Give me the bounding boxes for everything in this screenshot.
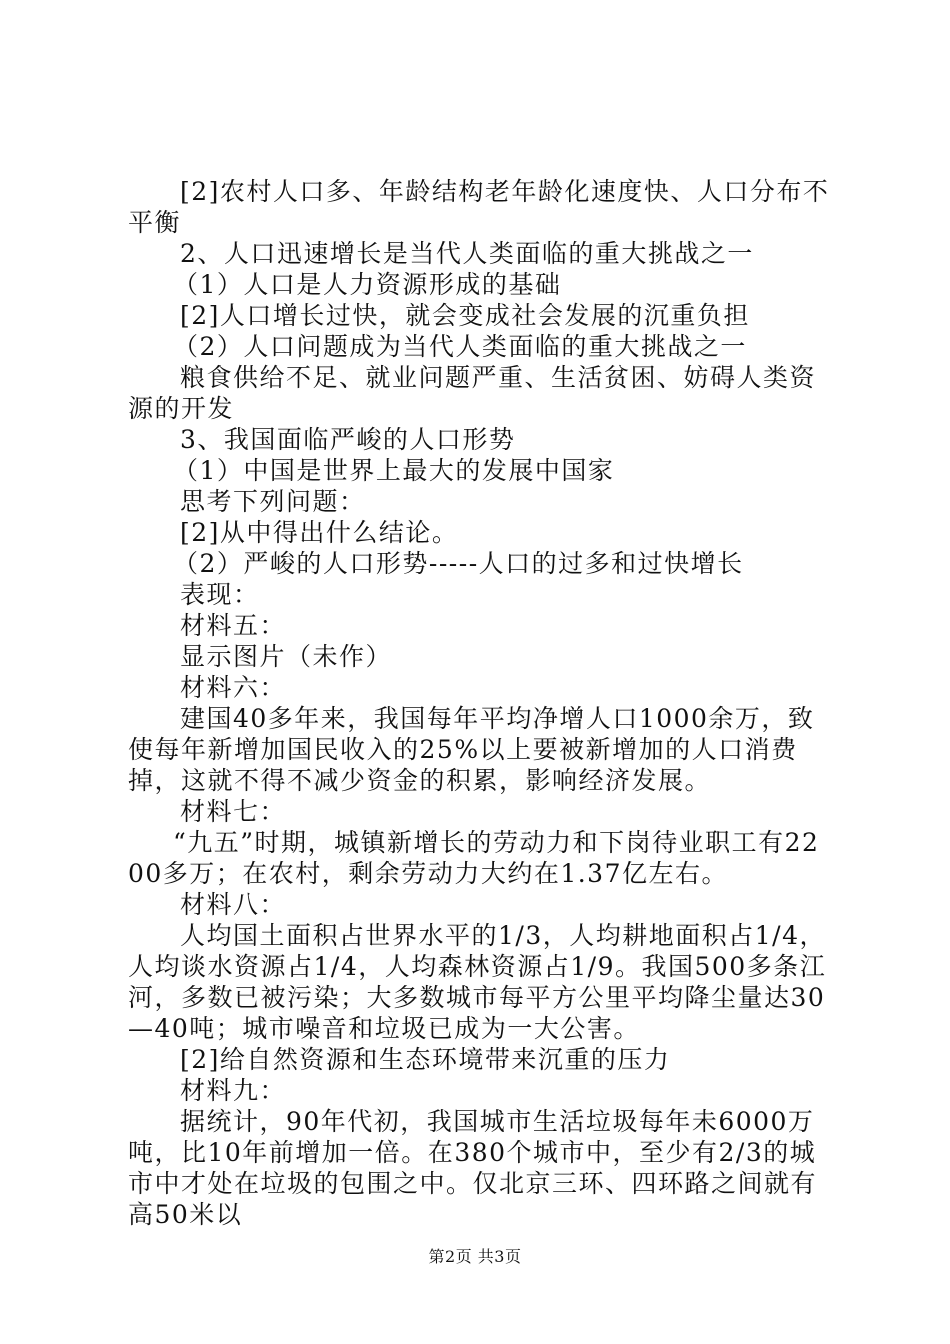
subheading-population-problem: （2）人口问题成为当代人类面临的重大挑战之一 [173,332,747,361]
document-body [128,176,834,1230]
label-material-eight: 材料八： [180,890,287,919]
subheading-largest-developing-country: （1）中国是世界上最大的发展中国家 [173,456,615,485]
paragraph-material-six: 建国40多年来，我国每年平均净增人口1000余万，致使每年新增加国民收入的25%以上要被新增加的人口消费掉，这就不得不减少资金的积累，影响经济发展。 [128,704,815,795]
heading-population-growth-challenge: 2、人口迅速增长是当代人类面临的重大挑战之一 [180,239,754,268]
label-material-five: 材料五： [180,611,287,640]
paragraph-show-picture: 显示图片（未作） [180,642,393,671]
label-material-seven: 材料七： [180,797,287,826]
subheading-severe-population: （2）严峻的人口形势-----人口的过多和过快增长 [173,549,744,578]
page-number-label: 第2页 共3页 [428,1247,522,1266]
paragraph-conclusion: [2]从中得出什么结论。 [180,518,459,547]
page-footer [0,1244,950,1267]
paragraph-material-nine: 据统计，90年代初，我国城市生活垃圾每年未6000万吨，比10年前增加一倍。在380个城市中，至少有2/3的城市中才处在垃圾的包围之中。仅北京三环、四环路之间就有高50米以 [128,1107,818,1229]
paragraph-growth-burden: [2]人口增长过快，就会变成社会发展的沉重负担 [180,301,750,330]
label-material-six: 材料六： [180,673,287,702]
subheading-human-resources-basis: （1）人口是人力资源形成的基础 [173,270,562,299]
paragraph-material-seven: “九五”时期，城镇新增长的劳动力和下岗待业职工有2200多万；在农村，剩余劳动力大约在1.37亿左右。 [128,828,820,888]
heading-china-population-situation: 3、我国面临严峻的人口形势 [180,425,516,454]
paragraph-rural-population: [2]农村人口多、年龄结构老年龄化速度快、人口分布不平衡 [128,177,830,237]
label-material-nine: 材料九： [180,1076,287,1105]
paragraph-material-eight: 人均国土面积占世界水平的1/3，人均耕地面积占1/4，人均谈水资源占1/4，人均森林资源占1/9。我国500多条江河，多数已被污染；大多数城市每平方公里平均降尘量达30—40吨；城市噪音和垃圾已成为一大公害。 [128,921,827,1043]
paragraph-think-questions: 思考下列问题： [180,487,366,516]
paragraph-food-employment: 粮食供给不足、就业问题严重、生活贫困、妨碍人类资源的开发 [128,363,817,423]
paragraph-environment-pressure: [2]给自然资源和生态环境带来沉重的压力 [180,1045,671,1074]
paragraph-manifestation: 表现： [180,580,260,609]
